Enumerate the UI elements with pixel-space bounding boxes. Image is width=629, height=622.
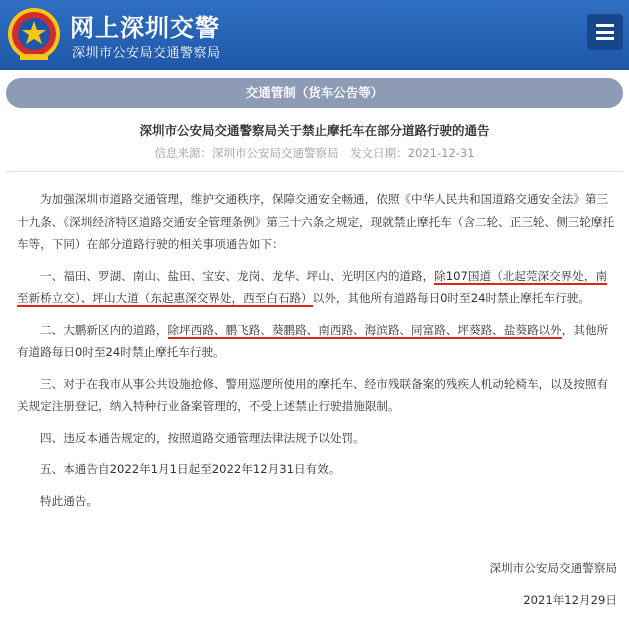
- highlight-underline: 除107国道（北起莞深交界处，南至新桥立交）、坪山大道（东起惠深交界处，西至白石路）: [17, 268, 608, 305]
- article-body: [17, 188, 617, 521]
- site-header: [0, 0, 629, 70]
- sign-date: 2021年12月29日: [523, 593, 617, 607]
- section-category-bar[interactable]: 交通管制（货车公告等）: [6, 78, 623, 108]
- item-3-paragraph: 三、对于在我市从事公共设施抢修、警用巡逻所使用的摩托车、经市残联备案的残疾人机动轮椅车，以及按照有关规定注册登记，纳入特种行业备案管理的，不受上述禁止行驶措施限制。: [17, 376, 609, 413]
- item-5-paragraph: 五、本通告自2022年1月1日起至2022年12月31日有效。: [40, 462, 341, 476]
- item-2-paragraph: 二、大鹏新区内的道路，除坪西路、鹏飞路、葵鹏路、南西路、海滨路、同富路、坪葵路、盐葵路以外，其他所有道路每日0时至24时禁止摩托车行驶。: [17, 322, 609, 359]
- item-1-paragraph: 一、福田、罗湖、南山、盐田、宝安、龙岗、龙华、坪山、光明区内的道路，除107国道（北起莞深交界处，南至新桥立交）、坪山大道（东起惠深交界处，西至白石路）以外，其他所有道路每日0时至24时禁止摩托车行驶。: [17, 268, 608, 305]
- source-label: 信息来源：深圳市公安局交通警察局: [154, 146, 339, 160]
- menu-icon: [596, 24, 614, 27]
- closing-paragraph: 特此通告。: [40, 493, 98, 508]
- divider: [6, 171, 623, 172]
- item-4-paragraph: 四、违反本通告规定的，按照道路交通管理法律法规予以处罚。: [40, 430, 365, 445]
- article-title: 深圳市公安局交通警察局关于禁止摩托车在部分道路行驶的通告: [139, 123, 490, 138]
- police-emblem-icon: [6, 4, 62, 64]
- menu-button[interactable]: [587, 14, 623, 50]
- highlight-underline: 除坪西路、鹏飞路、葵鹏路、南西路、海滨路、同富路、坪葵路、盐葵路以外: [167, 322, 562, 337]
- signature: 深圳市公安局交通警察局: [489, 561, 617, 575]
- site-subtitle: 深圳市公安局交通警察局: [72, 46, 221, 61]
- intro-paragraph: 为加强深圳市道路交通管理，维护交通秩序，保障交通安全畅通，依照《中华人民共和国道路交通安全法》第三十九条、《深圳经济特区道路交通安全管理条例》第三十六条之规定，现就禁止摩托车（含二轮、正三轮、侧三轮摩托车等，下同）在部分道路行驶的相关事项通告如下：: [17, 192, 615, 251]
- article-meta: [0, 145, 629, 161]
- date-label: 发文日期：2021-12-31: [350, 146, 475, 160]
- site-title[interactable]: 网上深圳交警: [70, 14, 220, 42]
